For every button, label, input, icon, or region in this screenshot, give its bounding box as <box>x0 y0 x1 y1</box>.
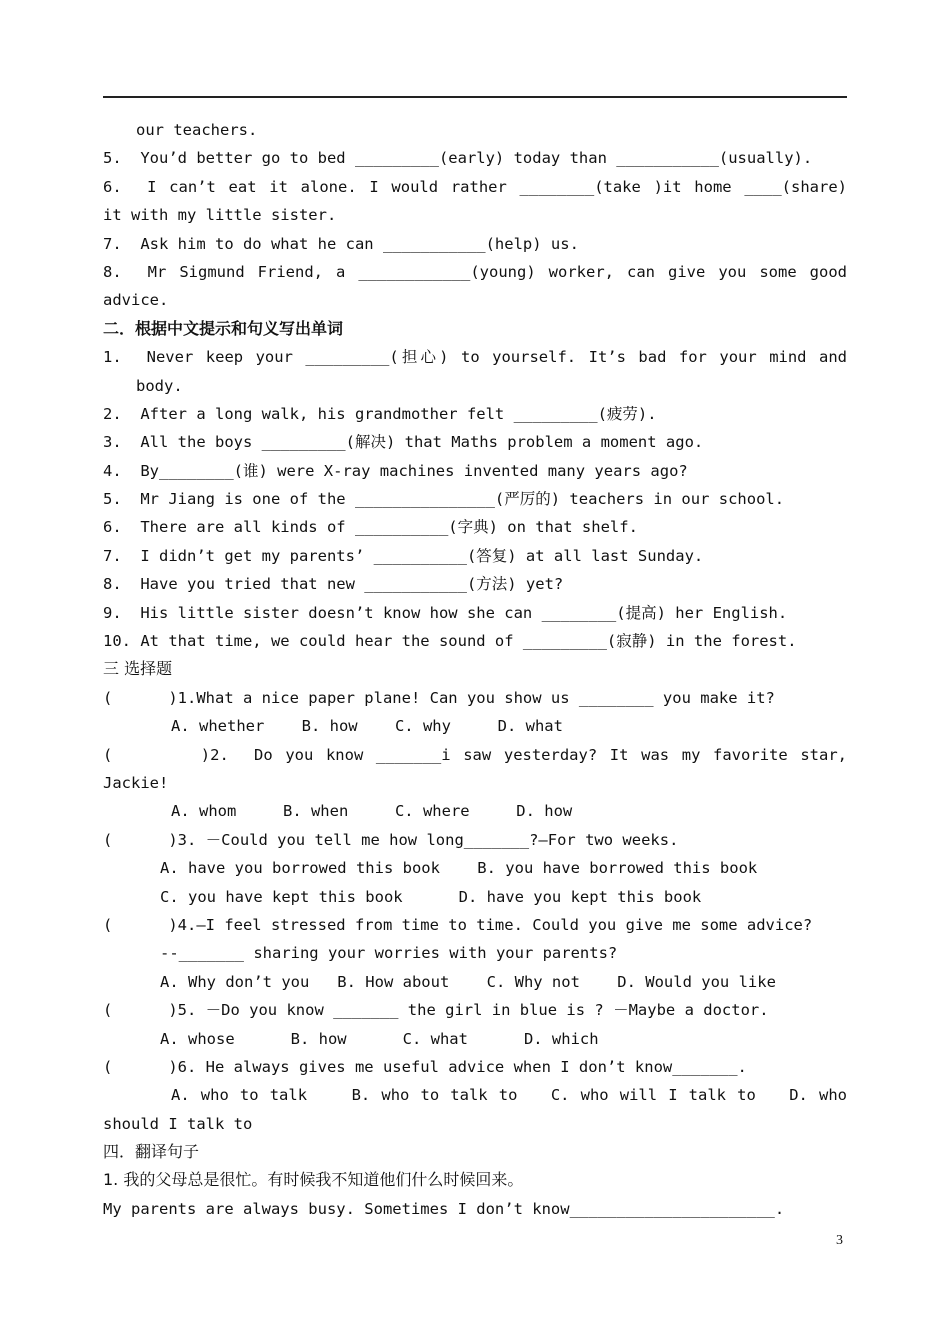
text-line: 1. 我的父母总是很忙。有时候我不知道他们什么时候回来。 <box>103 1170 524 1190</box>
text-line: 2. After a long walk, his grandmother felt _________(疲劳). <box>103 404 657 423</box>
text-line: 8. Have you tried that new ___________(方法) yet? <box>103 575 564 594</box>
text-line: A. whether B. how C. why D. what <box>171 717 563 736</box>
text-line: ( )4.—I feel stressed from time to time. Could you give me some advice? <box>103 915 813 934</box>
text-line: 6. There are all kinds of __________(字典) on that shelf. <box>103 518 638 537</box>
text-line: A. who to talk B. who to talk to C. who will I talk to D. who <box>171 1086 847 1105</box>
text-line: 四．翻译句子 <box>103 1142 200 1162</box>
text-line: My parents are always busy. Sometimes I don’t know______________________. <box>103 1199 785 1218</box>
text-line: advice. <box>103 291 169 310</box>
text-line: A. whose B. how C. what D. which <box>160 1029 599 1048</box>
text-line: A. Why don’t you B. How about C. Why not D. Would you like <box>160 972 776 991</box>
text-line: 7. Ask him to do what he can ___________(help) us. <box>103 234 579 253</box>
text-line: A. whom B. when C. where D. how <box>171 802 573 821</box>
text-line: 7. I didn’t get my parents’ __________(答复) at all last Sunday. <box>103 546 704 565</box>
text-line: 4. By________(谁) were X-ray machines invented many years ago? <box>103 461 688 480</box>
text-line: Jackie! <box>103 773 169 792</box>
text-line: 1. Never keep your _________(担心) to yourself. It’s bad for your mind and <box>103 348 847 367</box>
text-line: ( )6. He always gives me useful advice when I don’t know_______. <box>103 1057 747 1076</box>
text-line: 二．根据中文提示和句义写出单词 <box>103 318 344 338</box>
text-line: should I talk to <box>103 1114 253 1133</box>
header-rule <box>103 96 847 98</box>
text-line: our teachers. <box>136 121 258 139</box>
text-line: 5. Mr Jiang is one of the _______________(严厉的) teachers in our school. <box>103 490 785 509</box>
text-line: 9. His little sister doesn’t know how she can ________(提高) her English. <box>103 603 788 622</box>
text-line: 5. You’d better go to bed _________(early) today than ___________(usually). <box>103 149 813 168</box>
text-line: ( )3. －Could you tell me how long_______?—For two weeks. <box>103 830 679 849</box>
text-line: it with my little sister. <box>103 206 337 225</box>
text-line: A. have you borrowed this book B. you have borrowed this book <box>160 859 758 878</box>
text-line: ( )1.What a nice paper plane! Can you show us ________ you make it? <box>103 688 775 707</box>
text-line: C. you have kept this book D. have you kept this book <box>160 887 702 906</box>
text-line: ( )5. －Do you know _______ the girl in blue is ? －Maybe a doctor. <box>103 1001 769 1020</box>
text-line: ( )2. Do you know _______i saw yesterday? It was my favorite star, <box>103 745 847 764</box>
text-line: --_______ sharing your worries with your parents? <box>160 944 618 963</box>
text-line: 三 选择题 <box>103 659 173 679</box>
text-line: body. <box>136 376 183 395</box>
page-number: 3 <box>836 1233 843 1248</box>
text-line: 6. I can’t eat it alone. I would rather ________(take )it home ____(share) <box>103 177 847 196</box>
worksheet-body <box>103 116 847 1223</box>
text-line: 3. All the boys _________(解决) that Maths problem a moment ago. <box>103 433 704 452</box>
text-line: 10. At that time, we could hear the sound of _________(寂静) in the forest. <box>103 632 797 651</box>
text-line: 8. Mr Sigmund Friend, a ____________(young) worker, can give you some good <box>103 262 847 281</box>
